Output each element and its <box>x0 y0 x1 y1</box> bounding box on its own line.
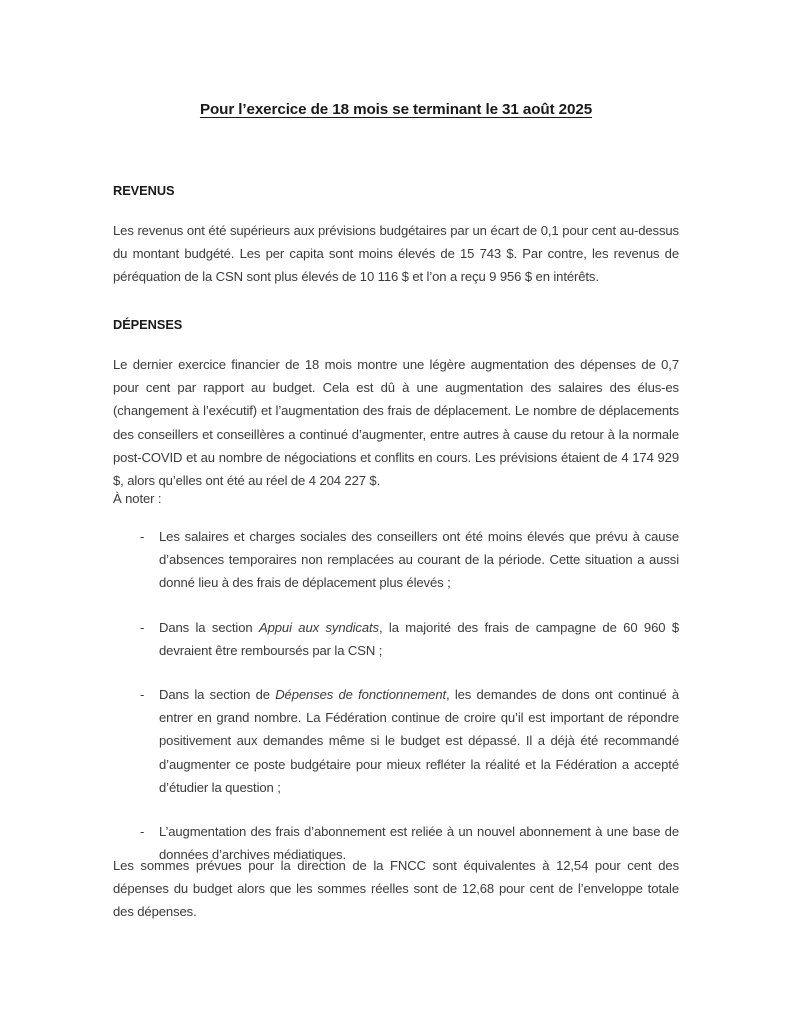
list-item-marker: - <box>140 619 145 635</box>
list-item-text-italic: Appui aux syndicats <box>258 619 379 635</box>
list-item <box>113 683 679 799</box>
list-item <box>113 525 679 595</box>
list-item-text-before: L’augmentation des frais d’abonnement est reliée à un nouvel abonnement à une base de données d’archives médiatiques. <box>159 824 679 863</box>
list-item-text-before: Les salaires et charges sociales des conseillers ont été moins élevés que prévu à cause d’absences temporaires non remplacées au courant de la période. Cette situation a aussi donné lieu à des frais de déplacement plus élevés ; <box>159 529 679 591</box>
list-item-text <box>159 683 679 799</box>
section-heading-revenus: REVENUS <box>113 183 175 198</box>
list-item-marker: - <box>140 824 145 840</box>
paragraph-depenses: Le dernier exercice financier de 18 mois montre une légère augmentation des dépenses de 0,7 pour cent par rapport au budget. Cela est dû à une augmentation des salaires des élus-es (changement à l’exécutif) et l’augmentation des frais de déplacement. Le nombre de déplacements des conseillers et conseillères a continué d’augmenter, entre autres à cause du retour à la normale post-COVID et au nombre de négociations et conflits en cours. Les prévisions étaient de 4 174 929 $, alors qu’elles ont été au réel de 4 204 227 $. <box>113 357 679 489</box>
notes-list <box>113 525 679 866</box>
section-heading-depenses: DÉPENSES <box>113 317 183 332</box>
list-item <box>113 616 679 662</box>
list-item-text-after: , la majorité des frais de campagne de 60 960 $ devraient être remboursés par la CSN ; <box>159 619 679 658</box>
list-item-text-before: Dans la section <box>159 619 259 635</box>
list-item-text <box>159 525 679 595</box>
list-item-text <box>159 616 679 662</box>
note-intro-label: À noter : <box>113 491 162 506</box>
list-item-text-after: , les demandes de dons ont continué à entrer en grand nombre. La Fédération continue de croire qu’il est important de répondre positivement aux demandes même si le budget est dépassé. Il a déjà été recommandé d’augmenter ce poste budgétaire pour mieux refléter la réalité et la Fédération a accepté d’étudier la question ; <box>159 687 679 795</box>
list-item-text-before: Dans la section de <box>159 687 276 703</box>
list-item-marker: - <box>140 687 145 703</box>
page-title <box>113 101 679 118</box>
list-item-text-italic: Dépenses de fonctionnement <box>275 687 446 703</box>
paragraph-closing: Les sommes prévues pour la direction de la FNCC sont équivalentes à 12,54 pour cent des dépenses du budget alors que les sommes réelles sont de 12,68 pour cent de l’enveloppe totale des dépenses. <box>113 858 679 920</box>
list-item-marker: - <box>140 529 145 544</box>
page-title-text: Pour l’exercice de 18 mois se terminant le 31 août 2025 <box>199 101 593 118</box>
paragraph-revenus: Les revenus ont été supérieurs aux prévisions budgétaires par un écart de 0,1 pour cent au-dessus du montant budgété. Les per capita sont moins élevés de 15 743 $. Par contre, les revenus de péréquation de la CSN sont plus élevés de 10 116 $ et l’on a reçu 9 956 $ en intérêts. <box>113 223 679 285</box>
